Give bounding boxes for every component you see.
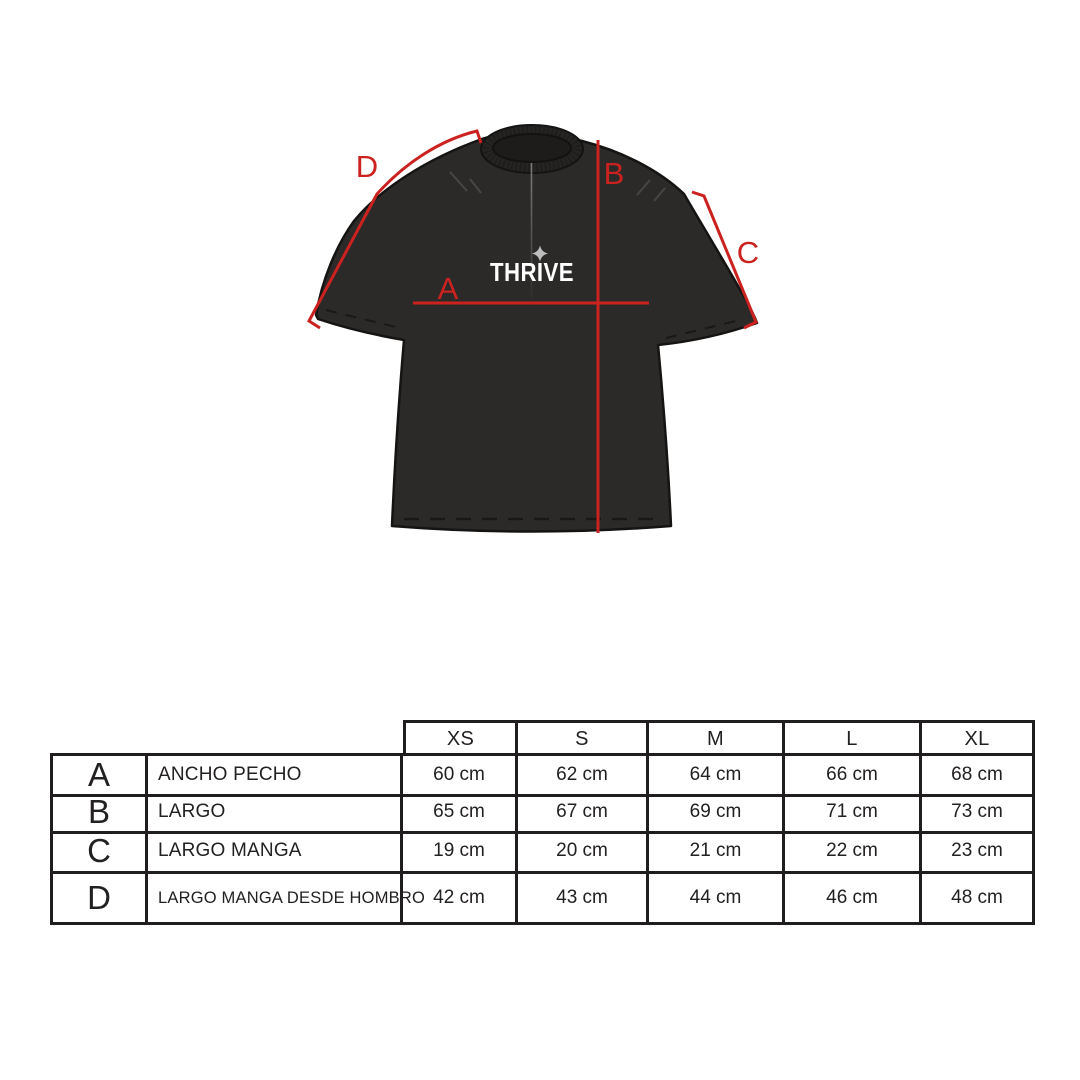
value-cell: 23 cm <box>922 831 1032 874</box>
table-row-b <box>53 793 1032 831</box>
value-cell: 60 cm <box>403 756 518 797</box>
value-cell: 44 cm <box>649 874 785 922</box>
row-letter: B <box>53 793 148 834</box>
value-cell: 62 cm <box>518 756 649 797</box>
value-cell: 43 cm <box>518 874 649 922</box>
value-cell: 48 cm <box>951 887 1003 908</box>
brand-logo-text: THRIVE <box>490 257 574 287</box>
row-label: LARGO <box>148 793 403 834</box>
size-column-header-m: M <box>649 723 785 756</box>
measure-label-a: A <box>437 271 459 306</box>
value-cell: 67 cm <box>518 793 649 834</box>
measure-label-b: B <box>603 156 625 191</box>
value-cell: 69 cm <box>649 793 785 834</box>
measure-label-d: D <box>355 149 379 184</box>
value-cell: 22 cm <box>785 831 922 874</box>
collar-opening <box>493 134 571 162</box>
size-chart-header-row <box>403 720 1035 756</box>
value-cell: 46 cm <box>785 874 922 922</box>
value-cell: 66 cm <box>785 756 922 797</box>
value-cell: 68 cm <box>922 756 1032 797</box>
value-cell: 42 cm <box>403 874 518 922</box>
row-label: ANCHO PECHO <box>148 756 403 797</box>
row-letter: D <box>53 874 148 922</box>
value-cell: 64 cm <box>649 756 785 797</box>
row-label: LARGO MANGA <box>148 831 403 874</box>
table-row-a <box>53 756 1032 793</box>
size-column-header-s: S <box>518 723 649 756</box>
size-column-header-l: L <box>785 723 922 756</box>
value-cell: 19 cm <box>403 831 518 874</box>
value-cell: 20 cm <box>518 831 649 874</box>
value-cell: 21 cm <box>649 831 785 874</box>
size-column-header-xs: XS <box>406 723 518 756</box>
row-label: LARGO MANGA DESDE HOMBRO <box>148 874 403 922</box>
row-letter: C <box>53 831 148 874</box>
measure-label-c: C <box>736 235 760 270</box>
value-cell: 65 cm <box>403 793 518 834</box>
value-cell: 73 cm <box>922 793 1032 834</box>
value-cell: 71 cm <box>785 793 922 834</box>
size-column-header-xl: XL <box>964 728 990 750</box>
row-letter: A <box>53 756 148 797</box>
table-row-c <box>53 831 1032 874</box>
table-row-d <box>53 874 1032 922</box>
size-chart-table <box>50 753 1035 925</box>
